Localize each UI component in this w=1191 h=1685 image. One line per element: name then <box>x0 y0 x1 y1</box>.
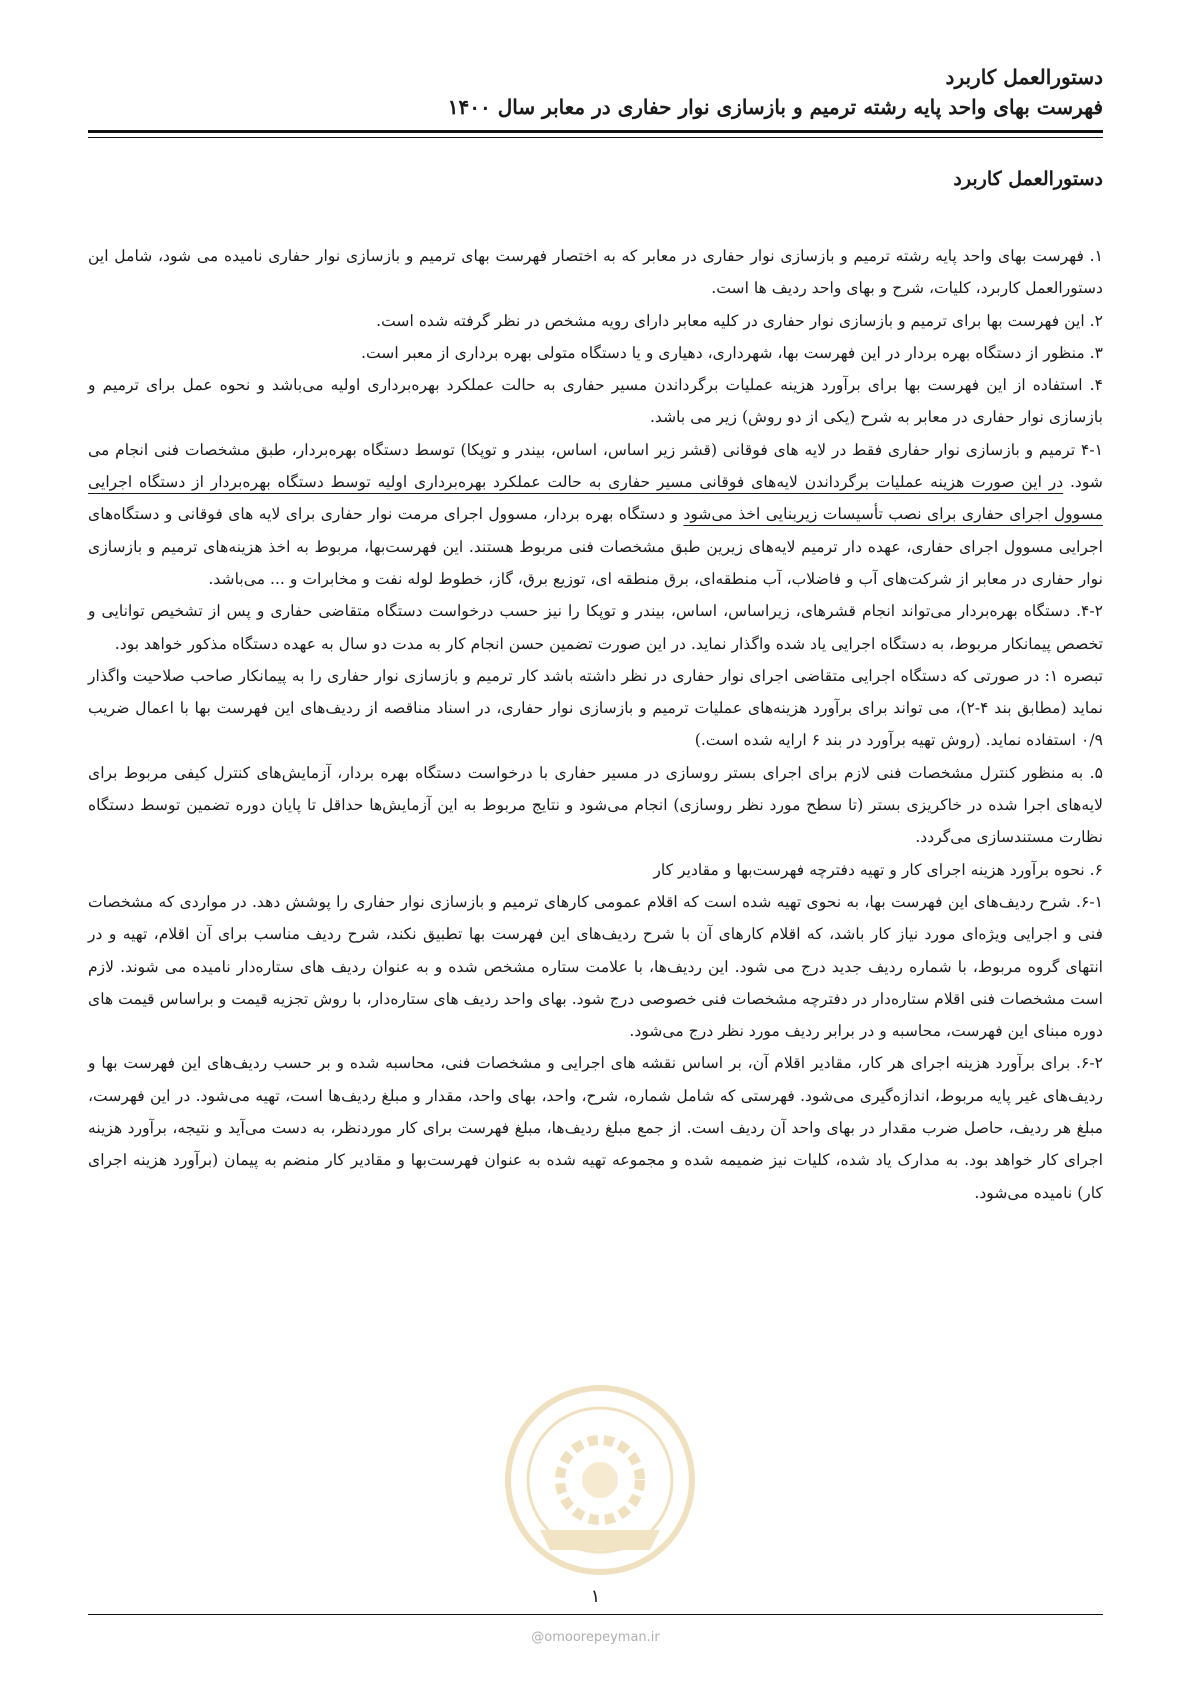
header-title: دستورالعمل کاربرد <box>945 65 1103 89</box>
watermark-url: @omoorepeyman.ir <box>531 1630 660 1645</box>
paragraph-1: ۱. فهرست بهای واحد پایه رشته ترمیم و بازسازی نوار حفاری در معابر که به اختصار فهرست بهای ترمیم و بازسازی نوار حفاری نامیده می شود، شامل این دستورالعمل کاربرد، کلیات، شرح و بهای واحد ردیف ها است. <box>88 247 1103 298</box>
paragraph-2: ۲. این فهرست بها برای ترمیم و بازسازی نوار حفاری در کلیه معابر دارای رویه مشخص در نظر گرفته شده است. <box>376 311 1103 330</box>
paragraph-3: ۳. منظور از دستگاه بهره بردار در این فهرست بها، شهرداری، دهیاری و یا دستگاه متولی بهره برداری از معبر است. <box>360 343 1103 362</box>
footer-rule <box>88 1614 1103 1615</box>
paragraph-4-2: ۴-۲. دستگاه بهره‌بردار می‌تواند انجام قشرهای، زیراساس، اساس، بیندر و توپکا را نیز حسب درخواست دستگاه متقاضی حفاری و پس از تشخیص توانایی و تخصص پیمانکار مربوط، به دستگاه اجرایی یاد شده واگذار نماید. در این صورت تضمین حسن انجام کار به مدت دو سال به عهده دستگاه مذکور خواهد بود. <box>88 602 1103 653</box>
paragraph-6-1: ۶-۱. شرح ردیف‌های این فهرست بها، به نحوی تهیه شده است که اقلام عمومی کارهای ترمیم و بازسازی نوار حفاری را پوشش دهد. در مواردی که مشخصات فنی و اجرایی ویژه‌ای مورد نیاز کار باشد، که اقلام کارهای آن با شرح ردیف‌های این فهرست بها تطبیق نکند، شرح ردیف مناسب برای آن اقلام، تهیه و در انتهای گروه مربوط، با شماره ردیف جدید درج می شود. این ردیف‌ها، با علامت ستاره مشخص شده و به عنوان ردیف های ستاره‌دار نامیده می شوند. لازم است مشخصات فنی اقلام ستاره‌دار در دفترچه مشخصات فنی خصوصی درج شود. بهای واحد ردیف های ستاره‌دار، با روش تجزیه قیمت و براساس قیمت های دوره مبنای این فهرست، محاسبه و در برابر ردیف مورد نظر درج می‌شود. <box>88 892 1103 1041</box>
paragraph-4-1-rest: و دستگاه بهره بردار، مسوول اجرای مرمت نوار حفاری برای لایه های فوقانی و دستگاه‌های اجرایی مسوول اجرای حفاری، عهده دار ترمیم لایه‌های زیرین طبق مشخصات فنی مربوط هستند. این فهرست‌بها، مربوط به اخذ هزینه‌های ترمیم و بازسازی نوار حفاری در معابر از شرکت‌های آب و فاضلاب، آب منطقه‌ای، برق منطقه ای، توزیع برق، گاز، خطوط لوله نفت و مخابرات و ... می‌باشد. <box>88 505 1103 588</box>
section-heading: دستورالعمل کاربرد <box>953 168 1103 190</box>
paragraph-6-2: ۶-۲. برای برآورد هزینه اجرای هر کار، مقادیر اقلام آن، بر اساس نقشه های اجرایی و مشخصات فنی، محاسبه شده و بر حسب ردیف‌های این فهرست بها و ردیف‌های غیر پایه مربوط، اندازه‌گیری می‌شود. فهرستی که شامل شماره، شرح، واحد، بهای واحد، مقدار و مبلغ ردیف‌ها است، تهیه می‌شود. در این فهرست، مبلغ هر ردیف، حاصل ضرب مقدار در بهای واحد آن ردیف است. از جمع مبلغ ردیف‌ها، مبلغ فهرست برای کار موردنظر، به دست می‌آید و نتیجه، برآورد هزینه اجرای کار خواهد بود. به مدارک یاد شده، کلیات نیز ضمیمه شده و مجموعه تهیه شده به عنوان فهرست‌بها و مقادیر کار منضم به پیمان (برآورد هزینه اجرای کار) نامیده می‌شود. <box>88 1054 1103 1202</box>
page-number: ۱ <box>590 1586 601 1607</box>
body-text <box>88 240 1103 1209</box>
note-1: تبصره ۱: در صورتی که دستگاه اجرایی متقاضی اجرای نوار حفاری در نظر داشته باشد کار ترمیم و بازسازی نوار حفاری را به پیمانکار صاحب صلاحیت واگذار نماید (مطابق بند ۴-۲)، می تواند برای برآورد هزینه‌های عملیات ترمیم و بازسازی نوار حفاری، در اسناد مناقصه از ردیف‌های این فهرست بها با اعمال ضریب ۰/۹ استفاده نماید. (روش تهیه برآورد در بند ۶ ارایه شده است.) <box>88 666 1103 750</box>
paragraph-4-1-text: ۴-۱ ترمیم و بازسازی نوار حفاری فقط در لایه های فوقانی (قشر زیر اساس، اساس، بیندر و توپکا) توسط دستگاه بهره‌بردار، طبق مشخصات فنی انجام می شود. <box>88 440 1103 492</box>
header-rule-thin <box>88 137 1103 138</box>
header-rule-thick <box>88 130 1103 133</box>
paragraph-4-1 <box>88 434 1103 595</box>
watermark-seal-icon <box>500 1380 700 1580</box>
page-header <box>88 62 1103 122</box>
header-subtitle: فهرست بهای واحد پایه رشته ترمیم و بازسازی نوار حفاری در معابر سال ۱۴۰۰ <box>447 95 1103 119</box>
paragraph-5: ۵. به منظور کنترل مشخصات فنی لازم برای اجرای بستر روسازی در مسیر حفاری با درخواست دستگاه بهره بردار، آزمایش‌های کنترل کیفی مربوط برای لایه‌های اجرا شده در خاکریزی بستر (تا سطح مورد نظر روسازی) انجام می‌شود و نتایج مربوط به این آزمایش‌ها حداقل تا پایان دوره تضمین توسط دستگاه نظارت مستندسازی می‌گردد. <box>88 763 1103 847</box>
paragraph-4: ۴. استفاده از این فهرست بها برای برآورد هزینه عملیات برگرداندن مسیر حفاری به حالت عملکرد بهره‌برداری اولیه می‌باشد و نحوه عمل برای ترمیم و بازسازی نوار حفاری در معابر به شرح (یکی از دو روش) زیر می باشد. <box>88 376 1104 427</box>
paragraph-6: ۶. نحوه برآورد هزینه اجرای کار و تهیه دفترچه فهرست‌بها و مقادیر کار <box>653 860 1103 879</box>
paragraph-4-1-underlined: در این صورت هزینه عملیات برگرداندن لایه‌های فوقانی مسیر حفاری به حالت عملکرد بهره‌برداری اولیه توسط دستگاه بهره‌بردار از دستگاه اجرایی مسوول اجرای حفاری برای نصب تأسیسات زیربنایی اخذ می‌شود <box>88 473 1103 524</box>
